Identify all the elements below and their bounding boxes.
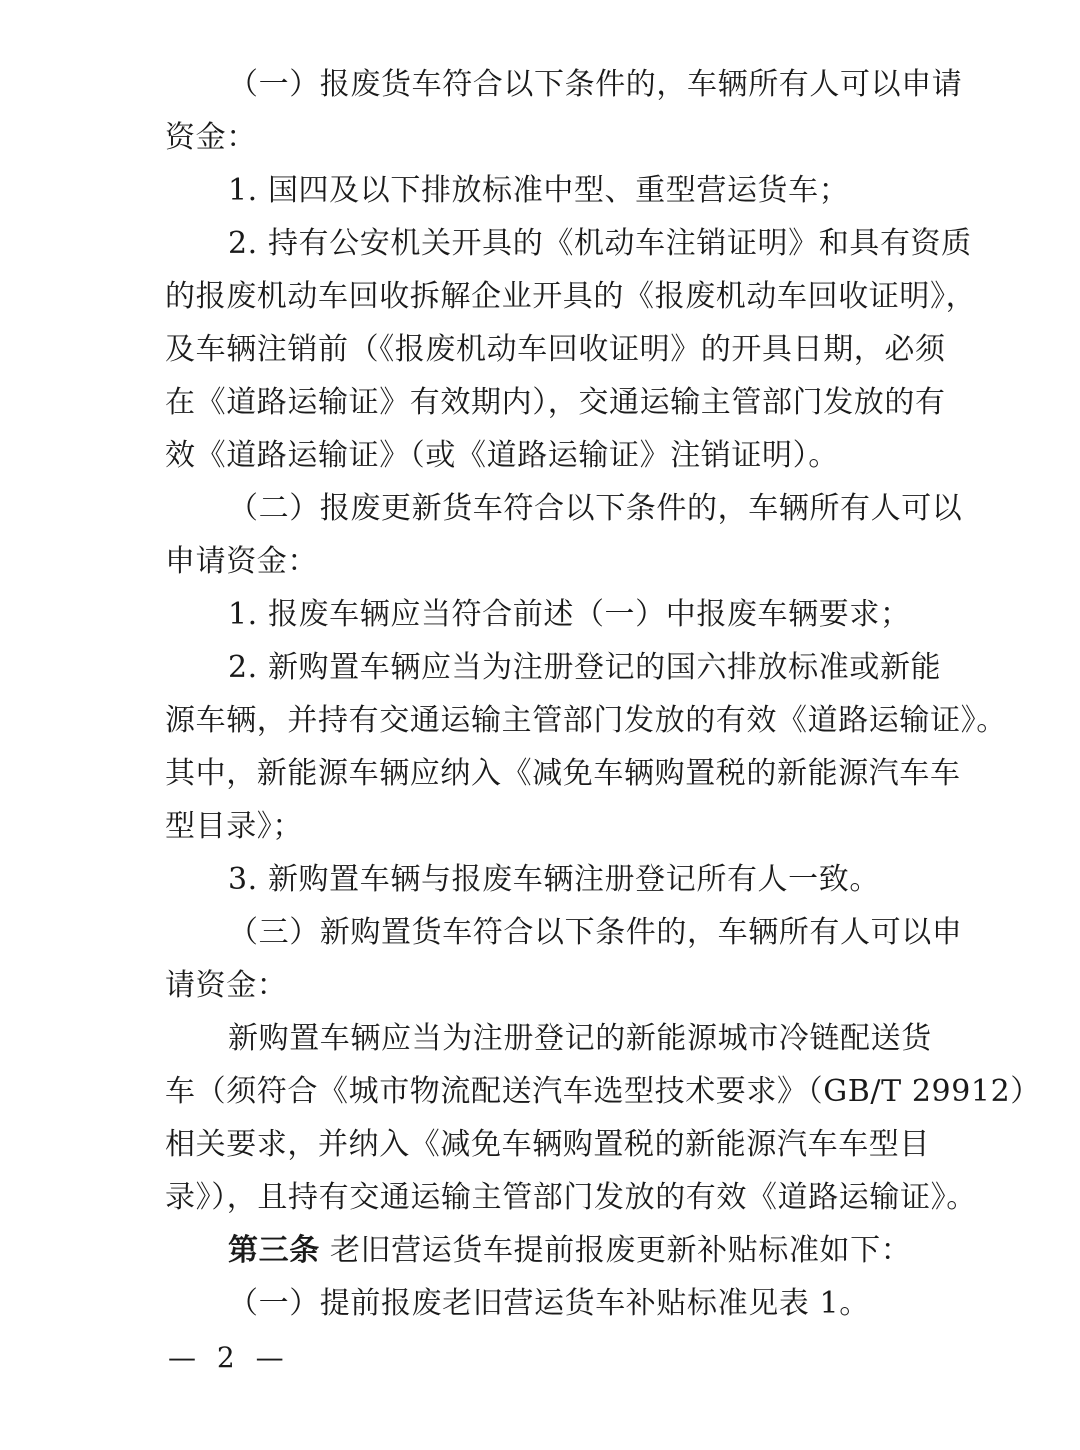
- paragraph-line: 1. 报废车辆应当符合前述（一）中报废车辆要求；: [228, 597, 911, 632]
- article-text: 老旧营运货车提前报废更新补贴标准如下：: [329, 1233, 912, 1268]
- paragraph-line: 源车辆，并持有交通运输主管部门发放的有效《道路运输证》。: [165, 703, 1007, 738]
- paragraph-line: 请资金：: [165, 968, 288, 1003]
- paragraph-line: （一）提前报废老旧营运货车补贴标准见表 1。: [228, 1286, 870, 1321]
- paragraph-line: 其中，新能源车辆应纳入《减免车辆购置税的新能源汽车车: [165, 756, 961, 791]
- paragraph-line: （二）报废更新货车符合以下条件的，车辆所有人可以: [228, 491, 963, 526]
- paragraph-line: 申请资金：: [165, 544, 318, 579]
- paragraph-line: 相关要求，并纳入《减免车辆购置税的新能源汽车车型目: [165, 1127, 930, 1162]
- paragraph-line: （一）报废货车符合以下条件的，车辆所有人可以申请: [228, 67, 963, 102]
- paragraph-line: 车（须符合《城市物流配送汽车选型技术要求》（GB/T 29912）: [165, 1074, 1041, 1109]
- paragraph-line: （三）新购置货车符合以下条件的，车辆所有人可以申: [228, 915, 963, 950]
- paragraph-line: 效《道路运输证》（或《道路运输证》注销证明）。: [165, 438, 839, 473]
- paragraph-line: 2. 持有公安机关开具的《机动车注销证明》和具有资质: [228, 226, 972, 261]
- paragraph-line: 及车辆注销前（《报废机动车回收证明》的开具日期，必须: [165, 332, 946, 367]
- paragraph-line: 新购置车辆应当为注册登记的新能源城市冷链配送货: [228, 1021, 932, 1056]
- paragraph-line: 3. 新购置车辆与报废车辆注册登记所有人一致。: [228, 862, 880, 897]
- paragraph-line: 录》），且持有交通运输主管部门发放的有效《道路运输证》。: [165, 1180, 977, 1215]
- paragraph-line: 资金：: [165, 120, 257, 155]
- paragraph-line: 在《道路运输证》有效期内），交通运输主管部门发放的有: [165, 385, 946, 420]
- paragraph-line: 2. 新购置车辆应当为注册登记的国六排放标准或新能: [228, 650, 942, 685]
- article-heading: 第三条: [228, 1233, 320, 1268]
- page-number: — 2 —: [168, 1341, 290, 1374]
- paragraph-line: 型目录》；: [165, 809, 303, 844]
- paragraph-line: 1. 国四及以下排放标准中型、重型营运货车；: [228, 173, 850, 208]
- article-line: [228, 1231, 925, 1271]
- paragraph-line: 的报废机动车回收拆解企业开具的《报废机动车回收证明》，: [165, 279, 977, 314]
